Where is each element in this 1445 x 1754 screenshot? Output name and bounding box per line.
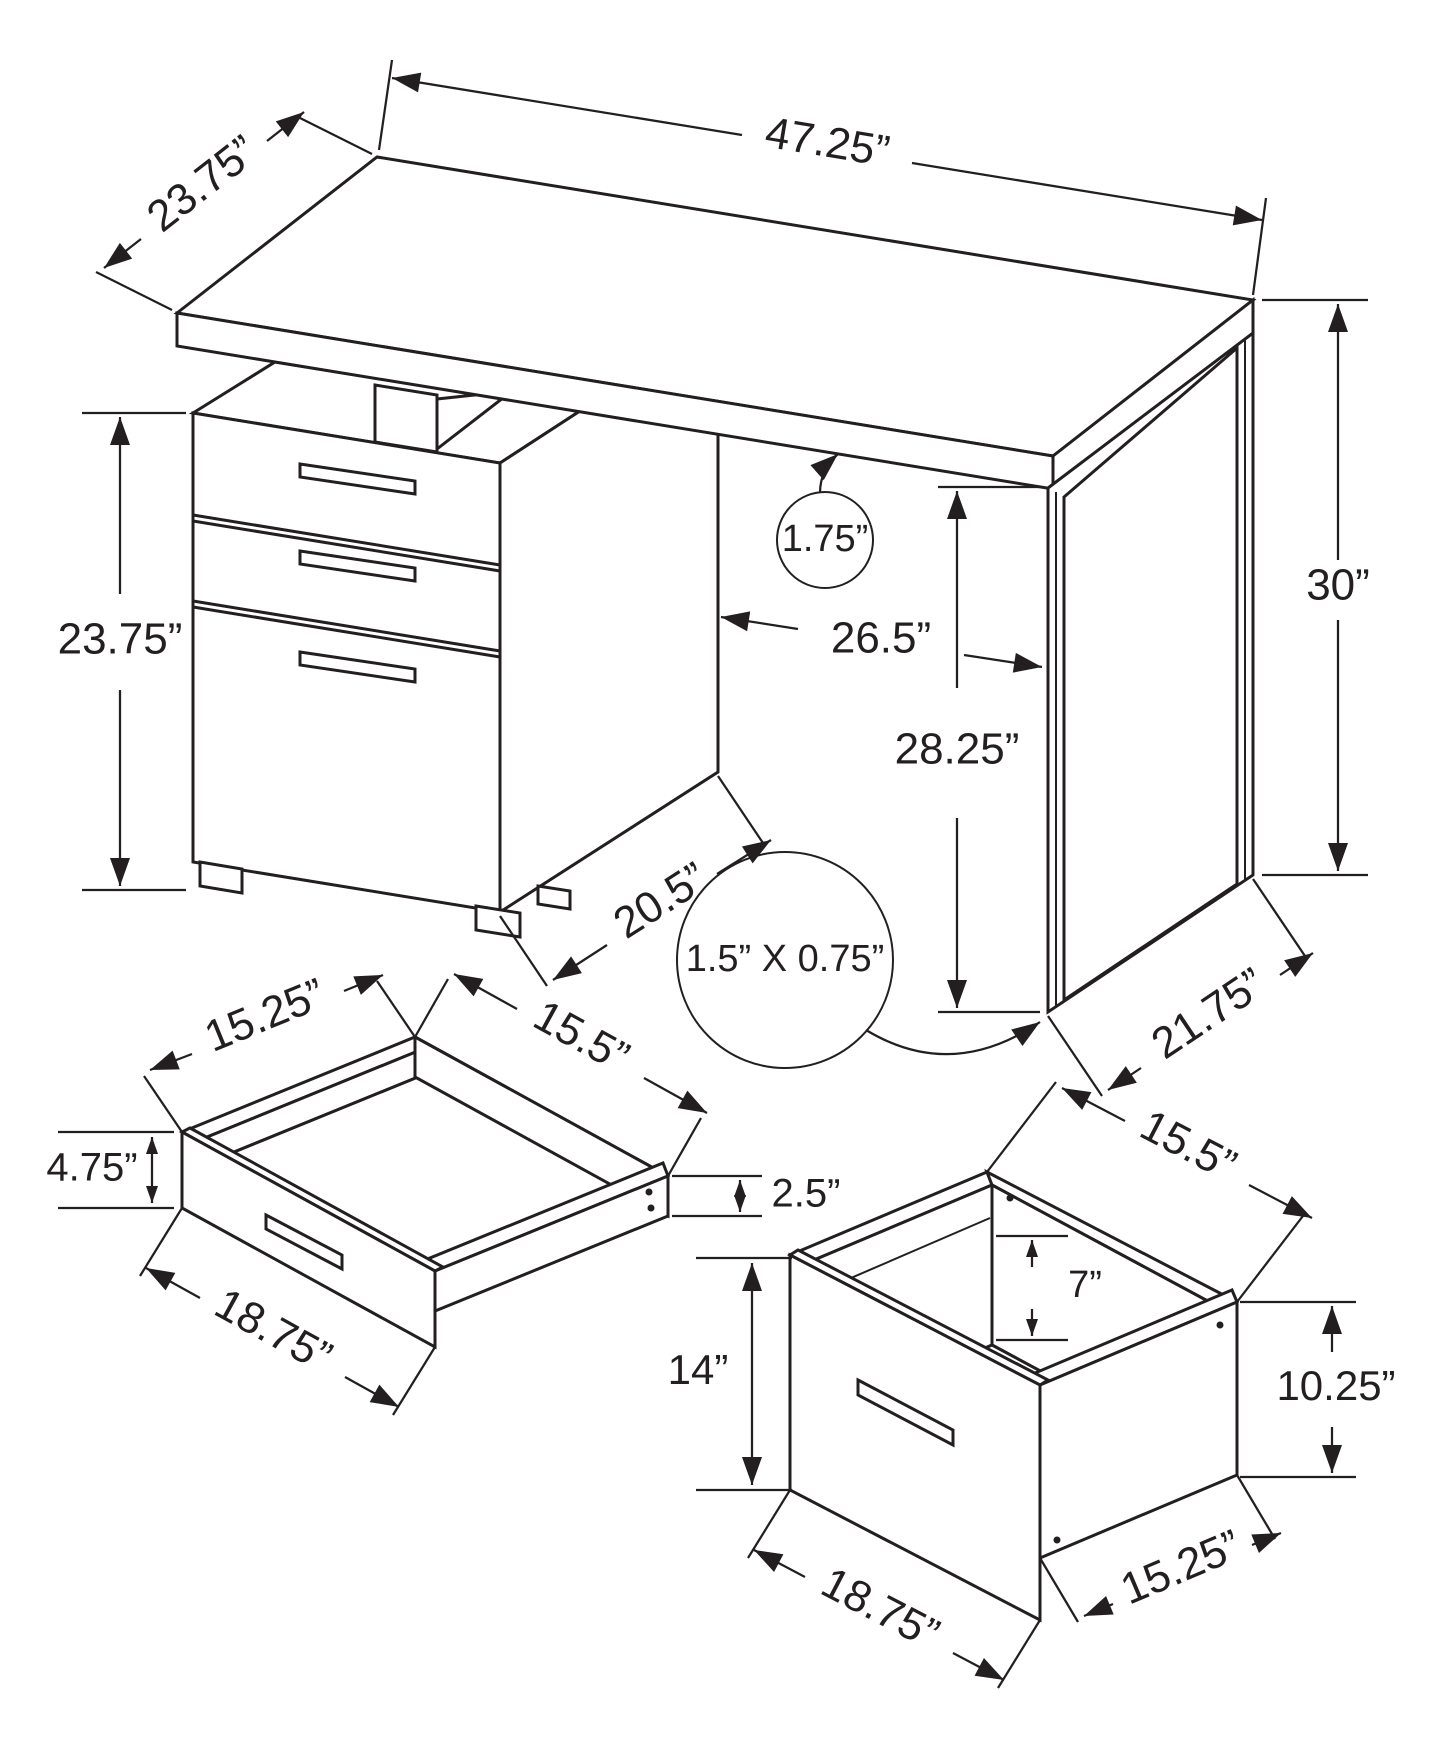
fd-ext-bdepth-1	[1040, 1558, 1078, 1622]
fd-dim-depth-a	[1062, 1088, 1125, 1121]
cabinet-foot-back	[538, 886, 570, 909]
sd-dim-width-b	[345, 1377, 399, 1407]
sd-dim-width-a	[146, 1268, 200, 1298]
ext-top-depth-2	[296, 116, 372, 154]
sd-ext-depthR-2	[668, 1118, 701, 1176]
fd-ext-width-1	[748, 1490, 790, 1558]
dim-label-knee-width: 26.5”	[830, 613, 932, 663]
dim-label-cabinet-height: 23.75”	[57, 614, 183, 664]
drawer-cabinet	[193, 362, 718, 937]
dimline-leg-depth-b	[1280, 953, 1313, 975]
fd-ext-bdepth-2	[1237, 1475, 1275, 1539]
dim-label-fd-inner-height: 7”	[1068, 1264, 1102, 1307]
fd-screw-hole-3	[1054, 1537, 1061, 1544]
ext-leg-depth-1	[1048, 1016, 1102, 1096]
dimline-cab-depth-a	[553, 945, 607, 980]
thickness-leader	[820, 454, 838, 493]
cabinet-side-face	[500, 411, 718, 912]
dimline-top-depth-a	[104, 239, 141, 268]
dimline-top-width-b	[912, 163, 1262, 220]
sd-screw-hole-2	[648, 1205, 655, 1212]
sd-dim-depthR-a	[454, 974, 517, 1009]
dimline-top-width-a	[392, 78, 742, 135]
tube-leader	[866, 1022, 1040, 1054]
sd-ext-depthR-1	[415, 979, 448, 1037]
ext-top-width-2	[1253, 198, 1266, 295]
dim-label-knee-height: 28.25”	[894, 724, 1020, 774]
cabinet-foot-left	[200, 862, 242, 893]
ext-cab-depth-2	[718, 776, 765, 846]
fd-ext-width-2	[998, 1620, 1040, 1688]
sd-dim-depthL-a	[150, 1054, 192, 1070]
dim-label-fd-front-height: 14”	[667, 1346, 729, 1394]
dim-label-desk-height: 30”	[1306, 560, 1370, 610]
ext-top-width-1	[379, 60, 392, 150]
dim-label-desk-top-width: 47.25”	[761, 107, 893, 177]
fd-screw-hole-1	[1007, 1195, 1014, 1202]
sd-ext-depthL-2	[377, 981, 415, 1037]
fd-dim-bdepth-b	[1252, 1533, 1281, 1545]
dim-label-sd-depth-right: 15.5”	[525, 990, 638, 1083]
dimline-leg-depth-a	[1108, 1068, 1141, 1090]
sd-ext-width-1	[140, 1208, 182, 1276]
fd-dim-width-a	[754, 1550, 805, 1577]
ext-top-depth-1	[96, 272, 172, 310]
dimline-knee-width-b	[964, 655, 1042, 667]
dim-label-leg-tube-size: 1.5” X 0.75”	[685, 938, 885, 981]
dim-label-fd-top-depth: 15.5”	[1132, 1100, 1245, 1191]
ext-leg-depth-2	[1253, 879, 1307, 959]
ext-cab-depth-1	[500, 916, 547, 986]
sd-ext-width-2	[393, 1347, 435, 1415]
desk-assembly-view	[58, 60, 1370, 1096]
dim-label-sd-front-width: 18.75”	[206, 1278, 340, 1383]
fd-dim-bdepth-a	[1084, 1604, 1113, 1616]
dim-label-fd-side-height: 10.25”	[1276, 1362, 1396, 1410]
dim-label-desk-top-depth: 23.75”	[137, 126, 267, 242]
fd-ext-depth-2	[1237, 1212, 1306, 1302]
fd-screw-hole-2	[1217, 1322, 1224, 1329]
dim-label-leg-depth: 21.75”	[1142, 958, 1274, 1069]
dim-label-sd-side-height: 2.5”	[771, 1171, 841, 1216]
cabinet-foot-right	[476, 906, 520, 937]
dim-label-fd-bottom-depth: 15.25”	[1113, 1520, 1248, 1615]
fd-dim-depth-b	[1249, 1185, 1312, 1218]
dim-label-sd-front-height: 4.75”	[46, 1145, 138, 1190]
dim-label-top-thickness: 1.75”	[781, 518, 869, 561]
dim-label-fd-front-width: 18.75”	[813, 1557, 947, 1659]
dimline-top-depth-b	[267, 112, 304, 141]
sd-dim-depthR-b	[644, 1078, 707, 1113]
dim-label-sd-depth-left: 15.25”	[197, 969, 332, 1062]
fd-dim-width-b	[953, 1653, 1004, 1680]
sd-ext-depthL-1	[144, 1076, 182, 1132]
sd-screw-hole-1	[646, 1189, 653, 1196]
dim-label-cabinet-depth: 20.5”	[605, 852, 716, 949]
bracket-plate	[375, 385, 437, 452]
fd-ext-depth-1	[987, 1082, 1056, 1172]
dimline-knee-width-a	[721, 617, 798, 629]
dimline-cab-depth-b	[717, 840, 771, 874]
